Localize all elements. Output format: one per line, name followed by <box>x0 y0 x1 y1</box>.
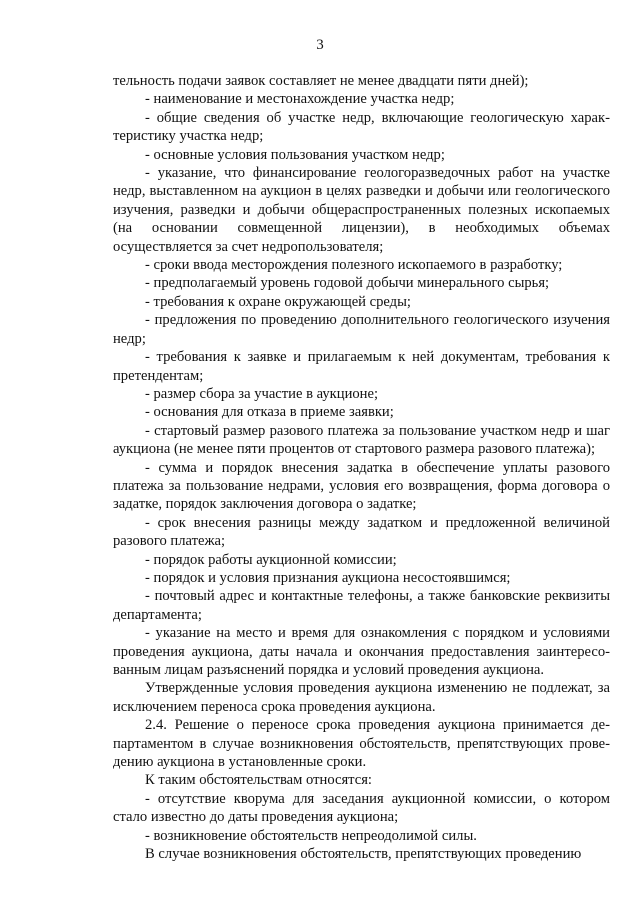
paragraph: - основания для отказа в приеме заявки; <box>145 404 394 421</box>
paragraph: - возникновение обстоятельств непреодолимой силы. <box>145 827 477 844</box>
paragraph: К таким обстоятельствам относятся: <box>145 772 372 789</box>
paragraph: - наименование и местонахождение участка недр; <box>145 91 455 108</box>
document-body <box>113 72 610 863</box>
paragraph: - требования к заявке и прилагаемым к ней документам, требования к претендентам; <box>113 349 610 384</box>
paragraph: - стартовый размер разового платежа за пользование участком недр и шаг аукциона (не менее пяти процентов от стартового размера разового платежа); <box>113 422 610 458</box>
page-number: 3 <box>316 37 324 53</box>
paragraph: - срок внесения разницы между задатком и предложенной величиной разового платежа; <box>113 514 610 550</box>
paragraph: В случае возникновения обстоятельств, препятствующих проведению <box>145 846 582 863</box>
paragraph: - порядок работы аукционной комиссии; <box>145 551 397 568</box>
paragraph: тельность подачи заявок составляет не менее двадцати пяти дней); <box>113 73 529 89</box>
paragraph: - отсутствие кворума для заседания аукционной комиссии, о котором стало известно до даты проведения аукциона; <box>113 790 610 826</box>
paragraph: - указание, что финансирование геологоразведочных работ на участке недр, выставленном на аукцион в целях разведки и добычи или геологического изучения, разведки и добычи общераспространенных полезных ископаемых (на основании совмещенной лицензии), в необходимых объемах осуществляется за счет недропользователя; <box>113 165 610 255</box>
paragraph: - требования к охране окружающей среды; <box>145 293 411 310</box>
paragraph: - указание на место и время для ознакомления с порядком и условиями проведения аукциона, даты начала и окончания предоставления заинтересованным лицам разъяснений порядка и условий проведения аукциона. <box>113 625 610 678</box>
paragraph: - размер сбора за участие в аукционе; <box>145 385 379 402</box>
paragraph: - общие сведения об участке недр, включающие геологическую характеристику участка недр; <box>113 109 610 145</box>
paragraph: 2.4. Решение о переносе срока проведения аукциона принимается департаментом в случае возникновения обстоятельств, препятствующих проведению аукциона в установленные сроки. <box>113 717 610 771</box>
paragraph: - почтовый адрес и контактные телефоны, а также банковские реквизиты департамента; <box>113 588 610 623</box>
paragraph: Утвержденные условия проведения аукциона изменению не подлежат, за исключением переноса срока проведения аукциона. <box>113 680 610 715</box>
paragraph: - сроки ввода месторождения полезного ископаемого в разработку; <box>145 257 563 274</box>
paragraph: - основные условия пользования участком недр; <box>145 146 445 163</box>
paragraph: - сумма и порядок внесения задатка в обеспечение уплаты разового платежа за пользование недрами, условия его возвращения, форма договора о задатке, порядок заключения договора о задатке; <box>113 459 610 513</box>
paragraph: - предложения по проведению дополнительного геологического изучения недр; <box>113 312 610 347</box>
paragraph: - предполагаемый уровень годовой добычи минерального сырья; <box>145 275 550 292</box>
paragraph: - порядок и условия признания аукциона несостоявшимся; <box>145 569 511 586</box>
